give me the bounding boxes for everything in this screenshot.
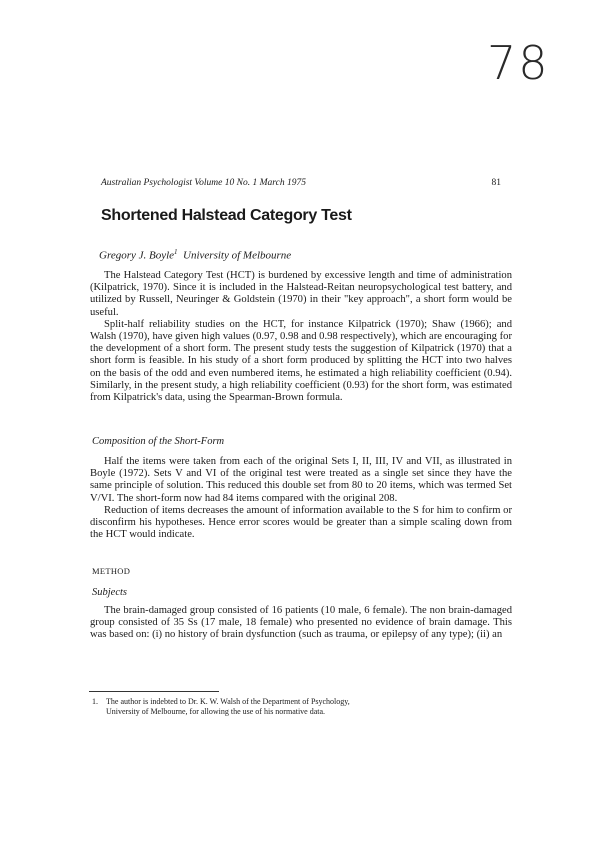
section-heading-composition: Composition of the Short-Form [92, 436, 225, 447]
author-name: Gregory J. Boyle [99, 249, 175, 262]
subjects-paragraph: The brain-damaged group consisted of 16 patients (10 male, 6 female). The non brain-damaged group consisted of 35 Ss (17 male, 18 female) who presented no evidence of brain damage. This was based on: (i) no history of brain dysfunction (such as trauma, or epilepsy of any type); (ii) an [90, 605, 512, 641]
handwritten-page-number: 78 [487, 36, 550, 90]
introduction [90, 270, 512, 404]
intro-paragraph: The Halstead Category Test (HCT) is burdened by excessive length and time of administration (Kilpatrick, 1970). Since it is included in the Halstead-Reitan neuropsychological test battery, and utilized by Russell, Neuringer & Goldstein (1970) in their "key approach", a short form would be useful. [90, 270, 512, 318]
journal-citation: Australian Psychologist Volume 10 No. 1 March 1975 [101, 178, 306, 188]
author-affiliation: University of Melbourne [183, 249, 292, 262]
section-heading-subjects: Subjects [92, 587, 127, 598]
composition-body [90, 456, 512, 541]
author-footnote-marker: 1 [174, 248, 178, 256]
footnote [92, 697, 492, 717]
composition-paragraph: Reduction of items decreases the amount of information available to the S for him to confirm or disconfirm his hypotheses. Hence error scores would be greater than a simple scaling down from the HCT would indicate. [90, 504, 512, 541]
method-heading: METHOD [92, 566, 131, 576]
footnote-line: University of Melbourne, for allowing the use of his normative data. [106, 707, 326, 716]
running-head [101, 178, 501, 188]
footnote-number: 1. [92, 697, 98, 706]
footnote-line: The author is indebted to Dr. K. W. Walsh of the Department of Psychology, [106, 697, 350, 706]
page-number: 81 [491, 178, 501, 188]
author-line [99, 248, 291, 262]
footnote-rule [89, 691, 219, 692]
composition-paragraph: Half the items were taken from each of the original Sets I, II, III, IV and VII, as illustrated in Boyle (1972). Sets V and VI of the original test were treated as a single set since they have the same principle of solution. This reduced this double set from 80 to 20 items, which was termed Set V/VI. The short-form now had 84 items compared with the original 208. [90, 456, 512, 504]
intro-paragraph: Split-half reliability studies on the HCT, for instance Kilpatrick (1970); Shaw (1966); and Walsh (1970), have given high values (0.97, 0.98 and 0.98 respectively), which are encouraging for the development of a short form. The present study tests the suggestion of Kilpatrick (1970) that a short form is feasible. In his study of a short form produced by splitting the HCT into two halves on the basis of the odd and even numbered items, he estimated a high reliability coefficient (0.94). Similarly, in the present study, a high reliability coefficient (0.93) for the short form, was estimated from Kilpatrick's data, using the Spearman-Brown formula. [90, 318, 512, 404]
article-title: Shortened Halstead Category Test [101, 207, 352, 224]
subjects-body [90, 605, 512, 642]
